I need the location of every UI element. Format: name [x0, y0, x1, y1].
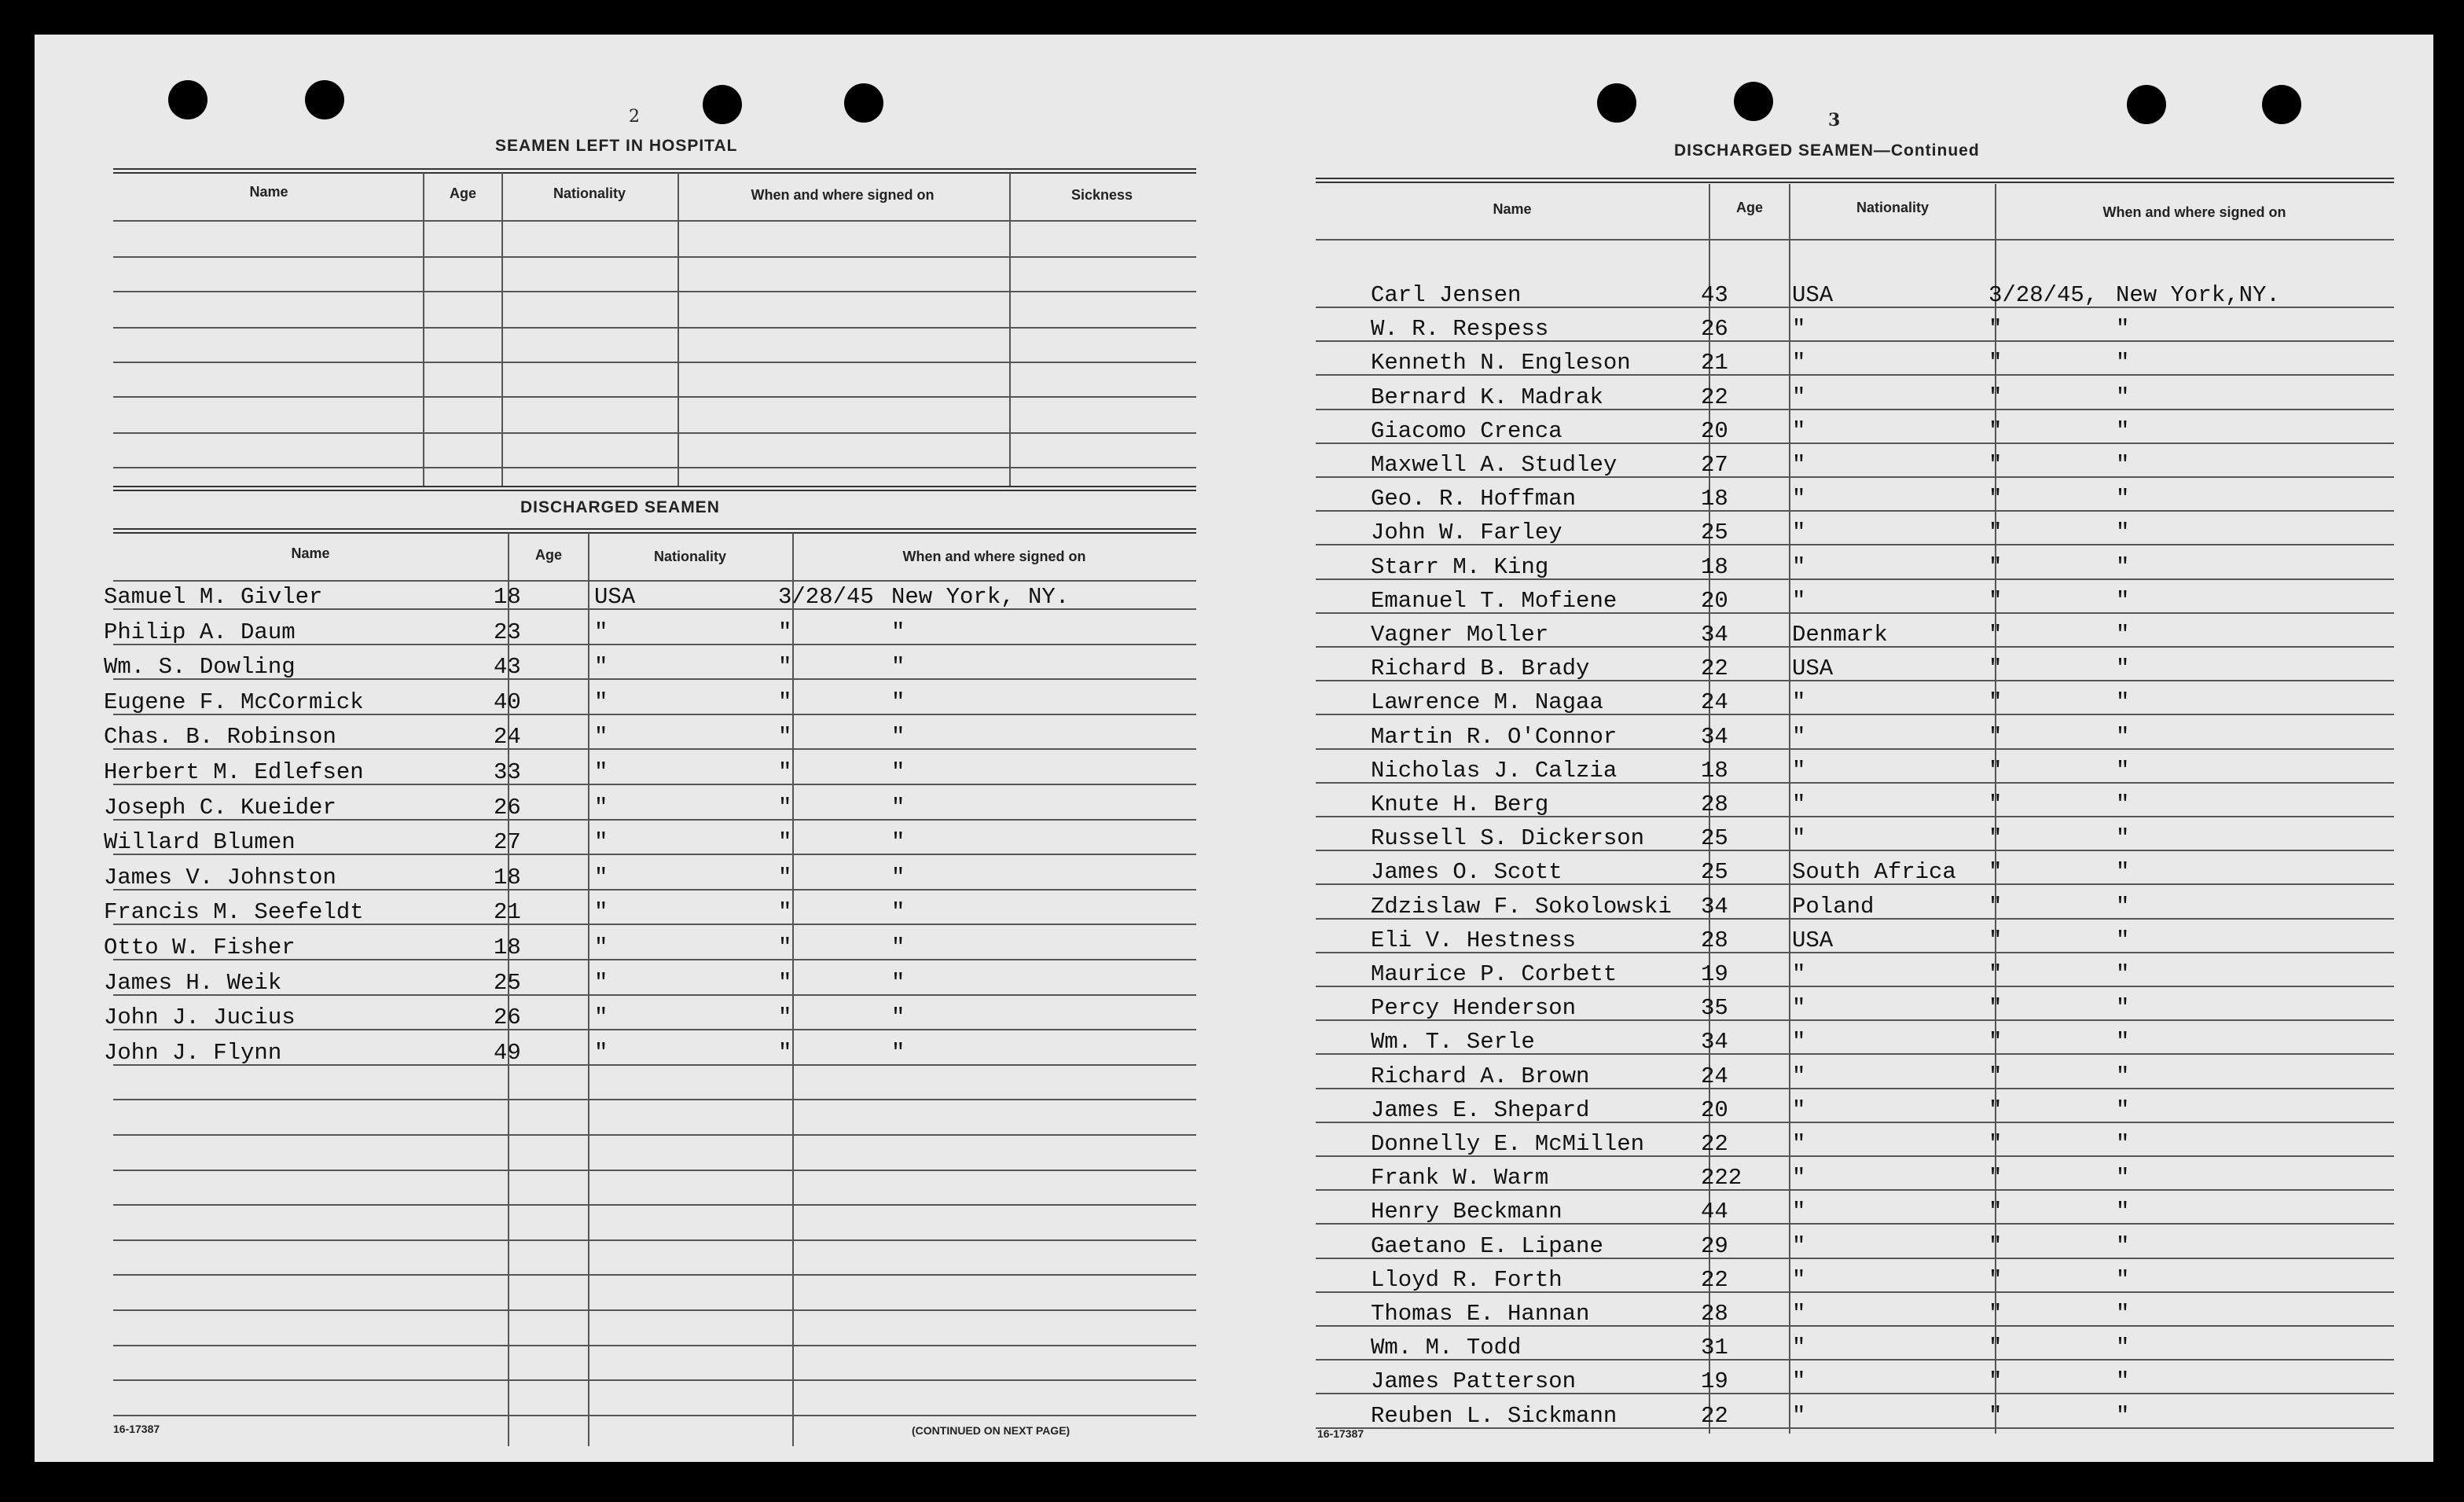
signed-on-date: 3/28/45, [1988, 282, 2099, 308]
punch-hole [305, 80, 344, 119]
seaman-name: James E. Shepard [1371, 1096, 1590, 1123]
signed-on-date: " [778, 619, 792, 645]
seaman-age: 34 [1701, 622, 1728, 648]
seaman-name: Geo. R. Hoffman [1371, 486, 1577, 512]
column-header-sickness: Sickness [1070, 187, 1133, 203]
seaman-name: Joseph C. Kueider [104, 794, 336, 821]
seaman-name: Francis M. Seefeldt [104, 899, 364, 926]
signed-on-place: " [891, 829, 905, 856]
signed-on-place: " [2116, 1063, 2130, 1089]
seaman-nationality: " [1792, 520, 1806, 546]
signed-on-date: " [778, 829, 792, 856]
discharged-section-title: DISCHARGED SEAMEN [520, 498, 720, 516]
signed-on-date: " [1988, 1232, 2003, 1259]
signed-on-date: " [778, 864, 792, 891]
seaman-name: Nicholas J. Calzia [1371, 757, 1618, 784]
seaman-name: Martin R. O'Connor [1371, 723, 1618, 750]
signed-on-place: " [2116, 553, 2130, 580]
column-header-age: Age [534, 547, 562, 563]
seaman-age: 25 [1701, 825, 1728, 852]
column-header-age: Age [449, 185, 476, 201]
seaman-age: 18 [494, 864, 521, 891]
seaman-age: 18 [494, 584, 521, 610]
punch-hole [2262, 85, 2301, 124]
signed-on-date: " [1988, 825, 2003, 852]
seaman-nationality: " [1792, 961, 1806, 987]
signed-on-place: " [2116, 1199, 2130, 1225]
seaman-nationality: " [1792, 553, 1806, 580]
column-header-age: Age [1735, 200, 1763, 215]
signed-on-date: " [1988, 1199, 2003, 1225]
seaman-name: Vagner Moller [1371, 622, 1549, 648]
seaman-age: 18 [1701, 486, 1728, 512]
signed-on-place: " [2116, 1368, 2130, 1395]
seaman-name: Gaetano E. Lipane [1371, 1232, 1603, 1259]
seaman-nationality: " [1792, 1096, 1806, 1123]
seaman-name: Herbert M. Edlefsen [104, 759, 364, 785]
seaman-age: 222 [1701, 1165, 1742, 1192]
column-header-nationality: Nationality [653, 549, 726, 564]
seaman-age: 31 [1701, 1335, 1728, 1361]
seaman-nationality: " [1792, 384, 1806, 410]
seaman-nationality: " [1792, 587, 1806, 614]
seaman-age: 26 [494, 794, 521, 821]
seaman-name: Bernard K. Madrak [1371, 384, 1603, 410]
signed-on-place: " [2116, 1335, 2130, 1361]
seaman-nationality: " [1792, 1199, 1806, 1225]
form-number: 16-17387 [113, 1423, 160, 1435]
seaman-age: 35 [1701, 995, 1728, 1022]
signed-on-date: " [778, 654, 792, 681]
seaman-age: 40 [494, 689, 521, 715]
seaman-nationality: " [1792, 1301, 1806, 1327]
seaman-name: Knute H. Berg [1371, 791, 1549, 817]
seaman-name: Donnelly E. McMillen [1371, 1131, 1645, 1157]
signed-on-place: " [2116, 622, 2130, 648]
seaman-name: Kenneth N. Engleson [1371, 350, 1631, 376]
seaman-age: 22 [1701, 1402, 1728, 1429]
seaman-age: 26 [1701, 316, 1728, 343]
discharged-continued-title: DISCHARGED SEAMEN—Continued [1674, 141, 1980, 160]
seaman-name: Chas. B. Robinson [104, 724, 336, 751]
seaman-name: W. R. Respess [1371, 316, 1549, 343]
signed-on-place: " [891, 969, 905, 996]
seaman-age: 34 [1701, 723, 1728, 750]
seaman-age: 20 [1701, 587, 1728, 614]
seaman-name: Giacomo Crenca [1371, 417, 1562, 444]
signed-on-date: " [1988, 520, 2003, 546]
signed-on-date: " [778, 1039, 792, 1066]
signed-on-date: " [1988, 417, 2003, 444]
seaman-name: Reuben L. Sickmann [1371, 1402, 1618, 1429]
signed-on-place: " [891, 794, 905, 821]
seaman-nationality: " [594, 1039, 608, 1066]
seaman-name: Wm. S. Dowling [104, 654, 296, 681]
signed-on-date: " [778, 724, 792, 751]
seaman-nationality: " [1792, 689, 1806, 716]
seaman-nationality: " [594, 759, 608, 785]
signed-on-place: " [891, 1039, 905, 1066]
signed-on-date: " [778, 1004, 792, 1031]
signed-on-place: " [2116, 1301, 2130, 1327]
seaman-age: 22 [1701, 1266, 1728, 1293]
signed-on-place: " [2116, 384, 2130, 410]
seaman-nationality: " [1792, 350, 1806, 376]
signed-on-place: " [2116, 1131, 2130, 1157]
column-header-signed-on: When and where signed on [751, 187, 935, 203]
seaman-nationality: " [1792, 1063, 1806, 1089]
column-header-name: Name [291, 545, 330, 561]
page-number: 3 [1828, 110, 1841, 130]
signed-on-place: " [891, 935, 905, 960]
seaman-age: 28 [1701, 791, 1728, 817]
signed-on-place: " [2116, 486, 2130, 512]
seaman-name: Maurice P. Corbett [1371, 961, 1618, 987]
seaman-age: 43 [494, 654, 521, 681]
seaman-age: 21 [1701, 350, 1728, 376]
seaman-name: John J. Jucius [104, 1004, 296, 1031]
signed-on-date: " [1988, 961, 2003, 987]
signed-on-place: " [2116, 520, 2130, 546]
seaman-age: 28 [1701, 927, 1728, 953]
seaman-age: 20 [1701, 1096, 1728, 1123]
seaman-age: 25 [494, 969, 521, 996]
signed-on-place: New York, NY. [891, 584, 1070, 610]
signed-on-place: " [2116, 893, 2130, 920]
seaman-age: 25 [1701, 859, 1728, 886]
signed-on-date: " [1988, 622, 2003, 648]
signed-on-place: " [891, 864, 905, 891]
signed-on-date: " [1988, 689, 2003, 716]
seaman-age: 24 [1701, 1063, 1728, 1089]
signed-on-date: " [1988, 1266, 2003, 1293]
signed-on-date: " [1988, 1165, 2003, 1192]
signed-on-place: " [891, 1004, 905, 1031]
seaman-nationality: " [594, 619, 608, 645]
signed-on-place: " [2116, 350, 2130, 376]
seaman-name: James V. Johnston [104, 864, 336, 891]
signed-on-place: " [891, 899, 905, 926]
column-header-name: Name [249, 184, 288, 200]
signed-on-place: " [2116, 1029, 2130, 1056]
seaman-name: Starr M. King [1371, 553, 1549, 580]
seaman-nationality: " [1792, 1131, 1806, 1157]
seaman-name: Thomas E. Hannan [1371, 1301, 1590, 1327]
seaman-name: James O. Scott [1371, 859, 1562, 886]
signed-on-date: " [1988, 791, 2003, 817]
signed-on-place: " [2116, 587, 2130, 614]
hospital-section-title: SEAMEN LEFT IN HOSPITAL [495, 137, 738, 155]
signed-on-place: " [891, 689, 905, 715]
signed-on-place: " [2116, 1165, 2130, 1192]
seaman-nationality: " [594, 899, 608, 926]
signed-on-date: " [1988, 553, 2003, 580]
signed-on-date: " [1988, 1301, 2003, 1327]
seaman-name: Zdzislaw F. Sokolowski [1371, 893, 1672, 920]
signed-on-place: " [2116, 452, 2130, 478]
seaman-nationality: " [594, 1004, 608, 1031]
signed-on-date: 3/28/45 [778, 584, 874, 610]
seaman-name: Percy Henderson [1371, 995, 1577, 1022]
seaman-name: Lawrence M. Nagaa [1371, 689, 1603, 716]
signed-on-place: " [2116, 316, 2130, 343]
seaman-age: 19 [1701, 961, 1728, 987]
seaman-age: 22 [1701, 656, 1728, 682]
signed-on-place: " [2116, 825, 2130, 852]
signed-on-date: " [1988, 350, 2003, 376]
column-header-name: Name [1493, 201, 1532, 217]
punch-hole [703, 85, 742, 124]
seaman-age: 18 [1701, 757, 1728, 784]
seaman-name: Wm. T. Serle [1371, 1029, 1535, 1056]
seaman-nationality: Denmark [1792, 622, 1888, 648]
seaman-age: 18 [494, 935, 521, 960]
seaman-nationality: USA [594, 584, 636, 610]
signed-on-place: " [2116, 1232, 2130, 1259]
seaman-age: 20 [1701, 417, 1728, 444]
signed-on-place: " [2116, 1266, 2130, 1293]
column-header-nationality: Nationality [553, 185, 626, 201]
punch-hole [1734, 82, 1773, 121]
seaman-nationality: " [1792, 1335, 1806, 1361]
signed-on-date: " [1988, 927, 2003, 953]
punch-hole [1597, 83, 1636, 123]
signed-on-place: " [2116, 1096, 2130, 1123]
seaman-nationality: " [594, 654, 608, 681]
seaman-age: 18 [1701, 553, 1728, 580]
signed-on-date: " [1988, 452, 2003, 478]
seaman-nationality: " [1792, 995, 1806, 1022]
seaman-nationality: " [594, 829, 608, 856]
seaman-age: 34 [1701, 1029, 1728, 1056]
signed-on-place: " [891, 724, 905, 751]
seaman-age: 24 [1701, 689, 1728, 716]
seaman-nationality: " [1792, 723, 1806, 750]
seaman-nationality: " [1792, 1402, 1806, 1429]
seaman-nationality: Poland [1792, 893, 1875, 920]
seaman-age: 23 [494, 619, 521, 645]
signed-on-date: " [1988, 384, 2003, 410]
seaman-name: John W. Farley [1371, 520, 1562, 546]
signed-on-date: " [778, 899, 792, 926]
seaman-nationality: " [594, 689, 608, 715]
signed-on-date: " [1988, 1368, 2003, 1395]
signed-on-date: " [778, 759, 792, 785]
seaman-nationality: " [1792, 791, 1806, 817]
signed-on-place: " [2116, 995, 2130, 1022]
signed-on-place: " [2116, 859, 2130, 886]
seaman-nationality: " [1792, 757, 1806, 784]
seaman-age: 25 [1701, 520, 1728, 546]
signed-on-place: " [2116, 689, 2130, 716]
seaman-nationality: USA [1792, 656, 1834, 682]
seaman-nationality: " [594, 935, 608, 960]
seaman-age: 29 [1701, 1232, 1728, 1259]
seaman-age: 22 [1701, 1131, 1728, 1157]
column-header-signed-on: When and where signed on [902, 549, 1086, 564]
seaman-nationality: USA [1792, 282, 1834, 308]
seaman-name: Philip A. Daum [104, 619, 296, 645]
signed-on-place: " [2116, 927, 2130, 953]
seaman-name: Willard Blumen [104, 829, 296, 856]
punch-hole [168, 80, 207, 119]
seaman-age: 21 [494, 899, 521, 926]
seaman-name: Lloyd R. Forth [1371, 1266, 1562, 1293]
signed-on-date: " [778, 794, 792, 821]
seaman-nationality: " [1792, 486, 1806, 512]
seaman-age: 43 [1701, 282, 1728, 308]
seaman-age: 22 [1701, 384, 1728, 410]
signed-on-date: " [1988, 486, 2003, 512]
signed-on-date: " [1988, 757, 2003, 784]
seaman-age: 49 [494, 1039, 521, 1066]
signed-on-date: " [1988, 1029, 2003, 1056]
signed-on-place: " [2116, 723, 2130, 750]
manifest-sheet [35, 35, 2433, 1462]
form-number: 16-17387 [1317, 1427, 1364, 1440]
signed-on-date: " [1988, 995, 2003, 1022]
punch-hole [2127, 85, 2166, 124]
continued-note: (CONTINUED ON NEXT PAGE) [912, 1424, 1070, 1437]
seaman-nationality: " [1792, 825, 1806, 852]
signed-on-date: " [1988, 1063, 2003, 1089]
seaman-nationality: " [1792, 1029, 1806, 1056]
signed-on-date: " [1988, 1402, 2003, 1429]
seaman-age: 27 [1701, 452, 1728, 478]
seaman-nationality: South Africa [1792, 859, 1956, 886]
signed-on-place: " [2116, 791, 2130, 817]
seaman-nationality: USA [1792, 927, 1834, 953]
seaman-name: James Patterson [1371, 1368, 1577, 1395]
signed-on-date: " [1988, 1335, 2003, 1361]
seaman-name: Carl Jensen [1371, 282, 1522, 308]
page-number: 2 [629, 107, 640, 127]
seaman-nationality: " [594, 794, 608, 821]
seaman-name: Wm. M. Todd [1371, 1335, 1522, 1361]
seaman-age: 27 [494, 829, 521, 856]
seaman-age: 33 [494, 759, 521, 785]
seaman-name: Henry Beckmann [1371, 1199, 1562, 1225]
seaman-nationality: " [1792, 1368, 1806, 1395]
seaman-nationality: " [1792, 316, 1806, 343]
signed-on-place: " [891, 654, 905, 681]
column-header-signed-on: When and where signed on [2102, 204, 2286, 220]
signed-on-place: New York,NY. [2116, 282, 2280, 308]
seaman-age: 28 [1701, 1301, 1728, 1327]
signed-on-place: " [2116, 757, 2130, 784]
seaman-name: Richard B. Brady [1371, 656, 1590, 682]
seaman-nationality: " [594, 864, 608, 891]
seaman-nationality: " [1792, 417, 1806, 444]
signed-on-date: " [778, 969, 792, 996]
seaman-age: 24 [494, 724, 521, 751]
seaman-name: Emanuel T. Mofiene [1371, 587, 1618, 614]
signed-on-place: " [2116, 656, 2130, 682]
seaman-age: 34 [1701, 893, 1728, 920]
signed-on-place: " [2116, 1402, 2130, 1429]
seaman-age: 26 [494, 1004, 521, 1031]
seaman-nationality: " [1792, 1266, 1806, 1293]
seaman-name: Otto W. Fisher [104, 935, 296, 960]
signed-on-place: " [2116, 417, 2130, 444]
signed-on-date: " [1988, 893, 2003, 920]
signed-on-place: " [891, 759, 905, 785]
signed-on-date: " [1988, 1096, 2003, 1123]
seaman-name: Samuel M. Givler [104, 584, 323, 610]
seaman-nationality: " [1792, 1165, 1806, 1192]
seaman-nationality: " [1792, 452, 1806, 478]
signed-on-date: " [1988, 656, 2003, 682]
seaman-name: Maxwell A. Studley [1371, 452, 1618, 478]
signed-on-date: " [1988, 859, 2003, 886]
seaman-name: James H. Weik [104, 969, 282, 996]
seaman-name: Russell S. Dickerson [1371, 825, 1645, 852]
seaman-name: John J. Flynn [104, 1039, 282, 1066]
column-header-nationality: Nationality [1856, 200, 1929, 215]
seaman-name: Frank W. Warm [1371, 1165, 1549, 1192]
seaman-nationality: " [1792, 1232, 1806, 1259]
signed-on-date: " [1988, 723, 2003, 750]
seaman-age: 44 [1701, 1199, 1728, 1225]
signed-on-date: " [778, 689, 792, 715]
signed-on-date: " [1988, 316, 2003, 343]
seaman-name: Eli V. Hestness [1371, 927, 1577, 953]
seaman-nationality: " [594, 724, 608, 751]
signed-on-date: " [778, 935, 792, 960]
seaman-nationality: " [594, 969, 608, 996]
seaman-name: Richard A. Brown [1371, 1063, 1590, 1089]
signed-on-place: " [2116, 961, 2130, 987]
seaman-age: 19 [1701, 1368, 1728, 1395]
signed-on-date: " [1988, 587, 2003, 614]
signed-on-date: " [1988, 1131, 2003, 1157]
seaman-name: Eugene F. McCormick [104, 689, 364, 715]
signed-on-place: " [891, 619, 905, 645]
punch-hole [844, 83, 883, 123]
